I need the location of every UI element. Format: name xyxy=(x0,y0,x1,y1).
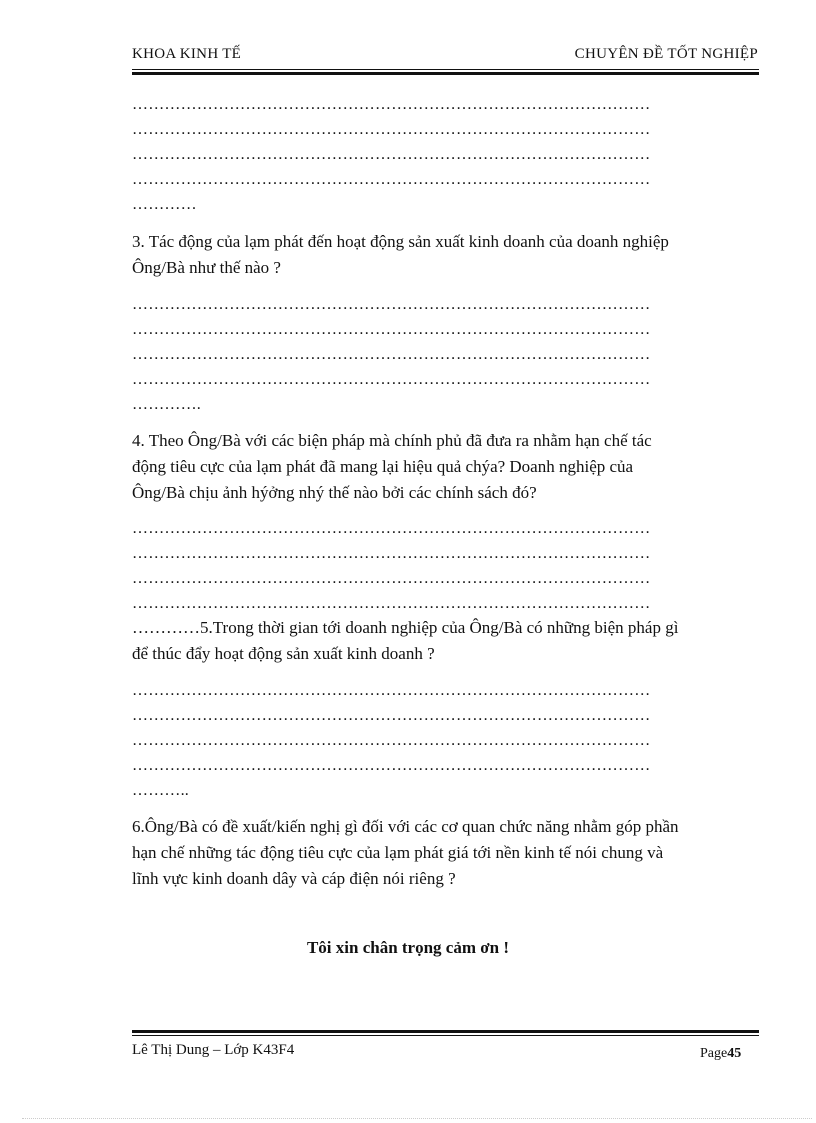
answer-line: …………………………………………………………………………………… xyxy=(132,757,651,774)
answer-line: ………… xyxy=(132,196,197,213)
answer-line: …………………………………………………………………………………… xyxy=(132,520,651,537)
question-3-line: Ông/Bà như thế nào ? xyxy=(132,258,281,277)
question-5-line: …………5.Trong thời gian tới doanh nghiệp của Ông/Bà có những biện pháp gì xyxy=(132,618,679,637)
footer-rule-thick xyxy=(132,1030,759,1033)
answer-line: …………………………………………………………………………………… xyxy=(132,682,651,699)
answer-line: …………………………………………………………………………………… xyxy=(132,570,651,587)
question-4-line: động tiêu cực của lạm phát đã mang lại hiệu quả chýa? Doanh nghiệp của xyxy=(132,457,634,476)
footer-author: Lê Thị Dung – Lớp K43F4 xyxy=(132,1042,295,1058)
question-5-line: để thúc đẩy hoạt động sản xuất kinh doanh ? xyxy=(132,644,435,663)
header-rule-thin xyxy=(132,69,759,70)
answer-line: …………………………………………………………………………………… xyxy=(132,732,651,749)
question-4-line: 4. Theo Ông/Bà với các biện pháp mà chính phủ đã đưa ra nhằm hạn chế tác xyxy=(132,431,652,450)
header-faculty: KHOA KINH TẾ xyxy=(132,46,242,62)
footer-page-number xyxy=(700,1046,741,1062)
answer-line: …………………………………………………………………………………… xyxy=(132,545,651,562)
question-6-line: lĩnh vực kinh doanh dây và cáp điện nói riêng ? xyxy=(132,869,456,888)
answer-line: …………………………………………………………………………………… xyxy=(132,707,651,724)
page-bottom-border xyxy=(22,1118,812,1119)
closing-thanks: Tôi xin chân trọng cảm ơn ! xyxy=(306,938,510,957)
answer-line: …………………………………………………………………………………… xyxy=(132,146,651,163)
answer-line: …………………………………………………………………………………… xyxy=(132,595,651,612)
answer-line: …………………………………………………………………………………… xyxy=(132,296,651,313)
header-title: CHUYÊN ĐỀ TỐT NGHIỆP xyxy=(574,46,758,62)
footer-rule-thin xyxy=(132,1035,759,1036)
answer-line: …………………………………………………………………………………… xyxy=(132,346,651,363)
question-4-line: Ông/Bà chịu ảnh hýởng nhý thế nào bởi các chính sách đó? xyxy=(132,483,537,502)
page-header xyxy=(132,46,758,70)
header-rule-thick xyxy=(132,72,759,75)
answer-line: ……….. xyxy=(132,782,189,799)
question-3-line: 3. Tác động của lạm phát đến hoạt động sản xuất kinh doanh của doanh nghiệp xyxy=(132,232,669,251)
page-number: 45 xyxy=(727,1046,742,1061)
answer-line: …………………………………………………………………………………… xyxy=(132,321,651,338)
question-6-line: 6.Ông/Bà có đề xuất/kiến nghị gì đối với các cơ quan chức năng nhằm góp phần xyxy=(132,817,679,836)
answer-line: …………………………………………………………………………………… xyxy=(132,171,651,188)
page-label: Page xyxy=(700,1046,728,1061)
answer-line: …………………………………………………………………………………… xyxy=(132,96,651,113)
answer-line: …………………………………………………………………………………… xyxy=(132,121,651,138)
answer-line: …………. xyxy=(132,396,201,413)
answer-line: …………………………………………………………………………………… xyxy=(132,371,651,388)
question-6-line: hạn chế những tác động tiêu cực của lạm phát giá tới nền kinh tế nói chung và xyxy=(132,843,664,862)
